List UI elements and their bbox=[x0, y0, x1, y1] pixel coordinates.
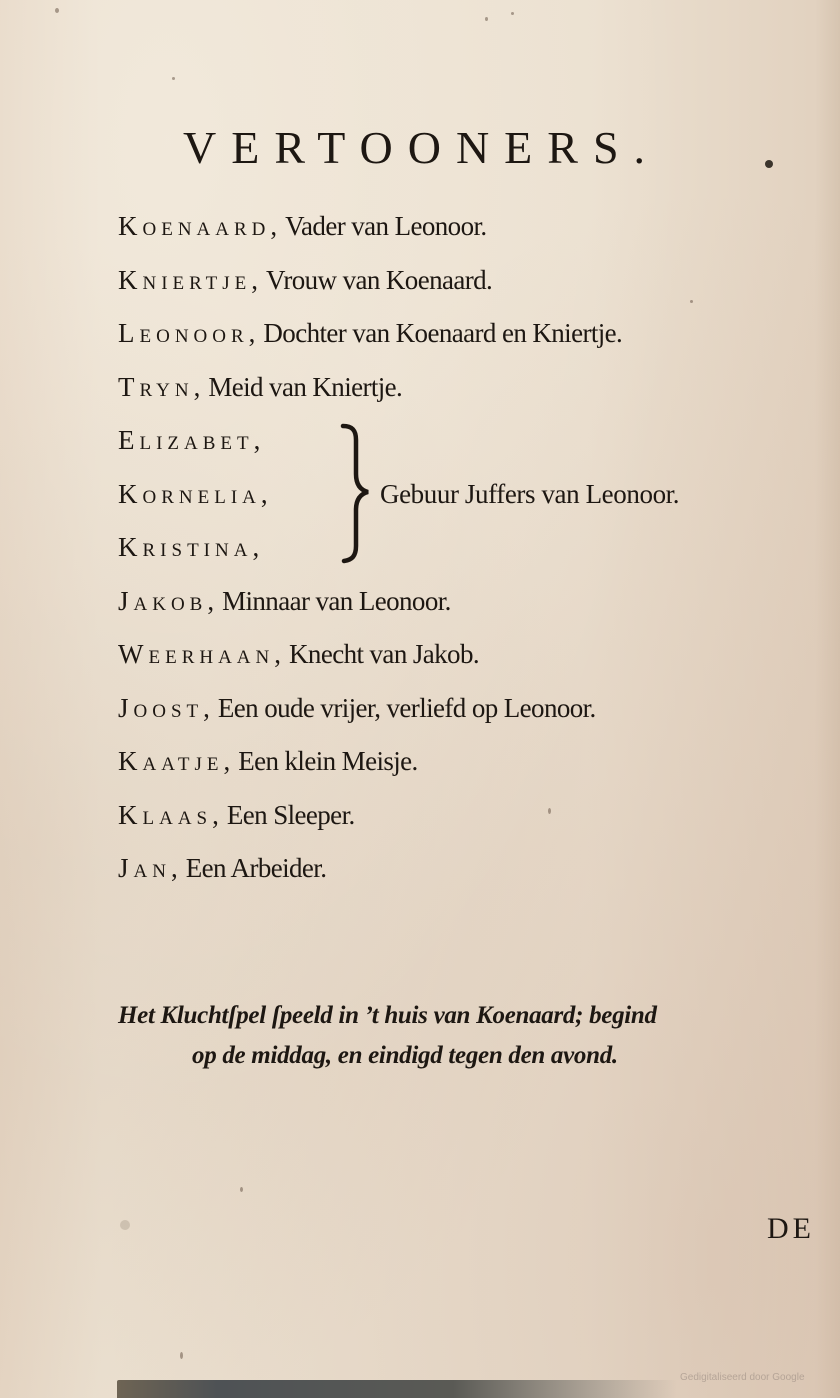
right-brace-icon bbox=[338, 418, 372, 566]
separator: , bbox=[223, 746, 231, 776]
paper-speck bbox=[511, 12, 514, 15]
character-name: Kniertje bbox=[118, 264, 252, 295]
character-name: Klaas bbox=[118, 799, 213, 830]
group-description: Gebuur Juffers van Leonoor. bbox=[380, 479, 680, 509]
separator: , bbox=[193, 371, 201, 402]
separator: , bbox=[170, 853, 178, 883]
character-name: Jan bbox=[118, 853, 171, 883]
character-name: Kaatje bbox=[118, 746, 224, 776]
character-description: Vader van Leonoor. bbox=[285, 211, 487, 241]
cast-entry-klaas bbox=[118, 793, 622, 847]
scan-edge-shadow bbox=[117, 1380, 677, 1398]
character-name: Tryn bbox=[118, 371, 194, 402]
character-name: Weerhaan bbox=[118, 639, 275, 669]
character-description: Dochter van Koenaard en Kniertje. bbox=[263, 318, 623, 348]
cast-entry-koenaard bbox=[118, 204, 622, 258]
separator: , bbox=[253, 425, 261, 455]
setting-note-line-2: op de middag, en eindigd tegen den avond. bbox=[192, 1042, 618, 1069]
paper-speck bbox=[120, 1220, 130, 1230]
separator: , bbox=[207, 585, 215, 616]
paper-speck bbox=[690, 300, 693, 303]
separator: , bbox=[203, 692, 210, 723]
cast-entry-tryn bbox=[118, 365, 622, 419]
setting-note-line-1: Het Kluchtſpel ſpeeld in ’t huis van Koenaard; begind bbox=[118, 1002, 657, 1029]
paper-speck bbox=[485, 17, 488, 21]
paper-speck bbox=[240, 1187, 243, 1192]
character-description: Een Arbeider. bbox=[185, 853, 327, 883]
cast-entry-kaatje bbox=[118, 739, 622, 793]
character-description: Vrouw van Koenaard. bbox=[266, 264, 493, 295]
paper-speck bbox=[180, 1352, 183, 1359]
paper-speck bbox=[172, 77, 175, 80]
character-name: Joost bbox=[118, 692, 204, 723]
character-name: Elizabet bbox=[118, 425, 254, 455]
character-name: Jakob bbox=[118, 585, 208, 616]
cast-entry-jan bbox=[118, 846, 622, 900]
character-description: Minnaar van Leonoor. bbox=[222, 585, 451, 616]
separator: , bbox=[251, 264, 259, 295]
character-description: Een oude vrijer, verliefd op Leonoor. bbox=[217, 692, 596, 723]
separator: , bbox=[274, 639, 282, 669]
digitization-watermark: Gedigitaliseerd door Google bbox=[680, 1372, 805, 1383]
setting-note bbox=[118, 996, 838, 1076]
character-name: Kornelia bbox=[118, 478, 261, 509]
cast-entry-jakob bbox=[118, 579, 622, 633]
character-description: Een Sleeper. bbox=[226, 799, 355, 830]
character-description: Een klein Meisje. bbox=[238, 746, 418, 776]
page-title: VERTOONERS. bbox=[183, 122, 661, 173]
separator: , bbox=[270, 211, 278, 241]
character-name: Koenaard bbox=[118, 211, 271, 241]
character-name: Leonoor bbox=[118, 318, 249, 348]
cast-entry-leonoor bbox=[118, 311, 622, 365]
character-description: Knecht van Jakob. bbox=[289, 639, 480, 669]
character-description: Meid van Kniertje. bbox=[208, 371, 403, 402]
paper-speck bbox=[55, 8, 59, 13]
separator: , bbox=[212, 799, 219, 830]
separator: , bbox=[248, 318, 256, 348]
character-name: Kristina bbox=[118, 532, 253, 562]
separator: , bbox=[260, 478, 268, 509]
catchword: DE bbox=[767, 1212, 815, 1245]
separator: , bbox=[252, 532, 260, 562]
cast-entry-kniertje bbox=[118, 258, 622, 312]
cast-entry-joost bbox=[118, 686, 622, 740]
cast-entry-weerhaan bbox=[118, 632, 622, 686]
